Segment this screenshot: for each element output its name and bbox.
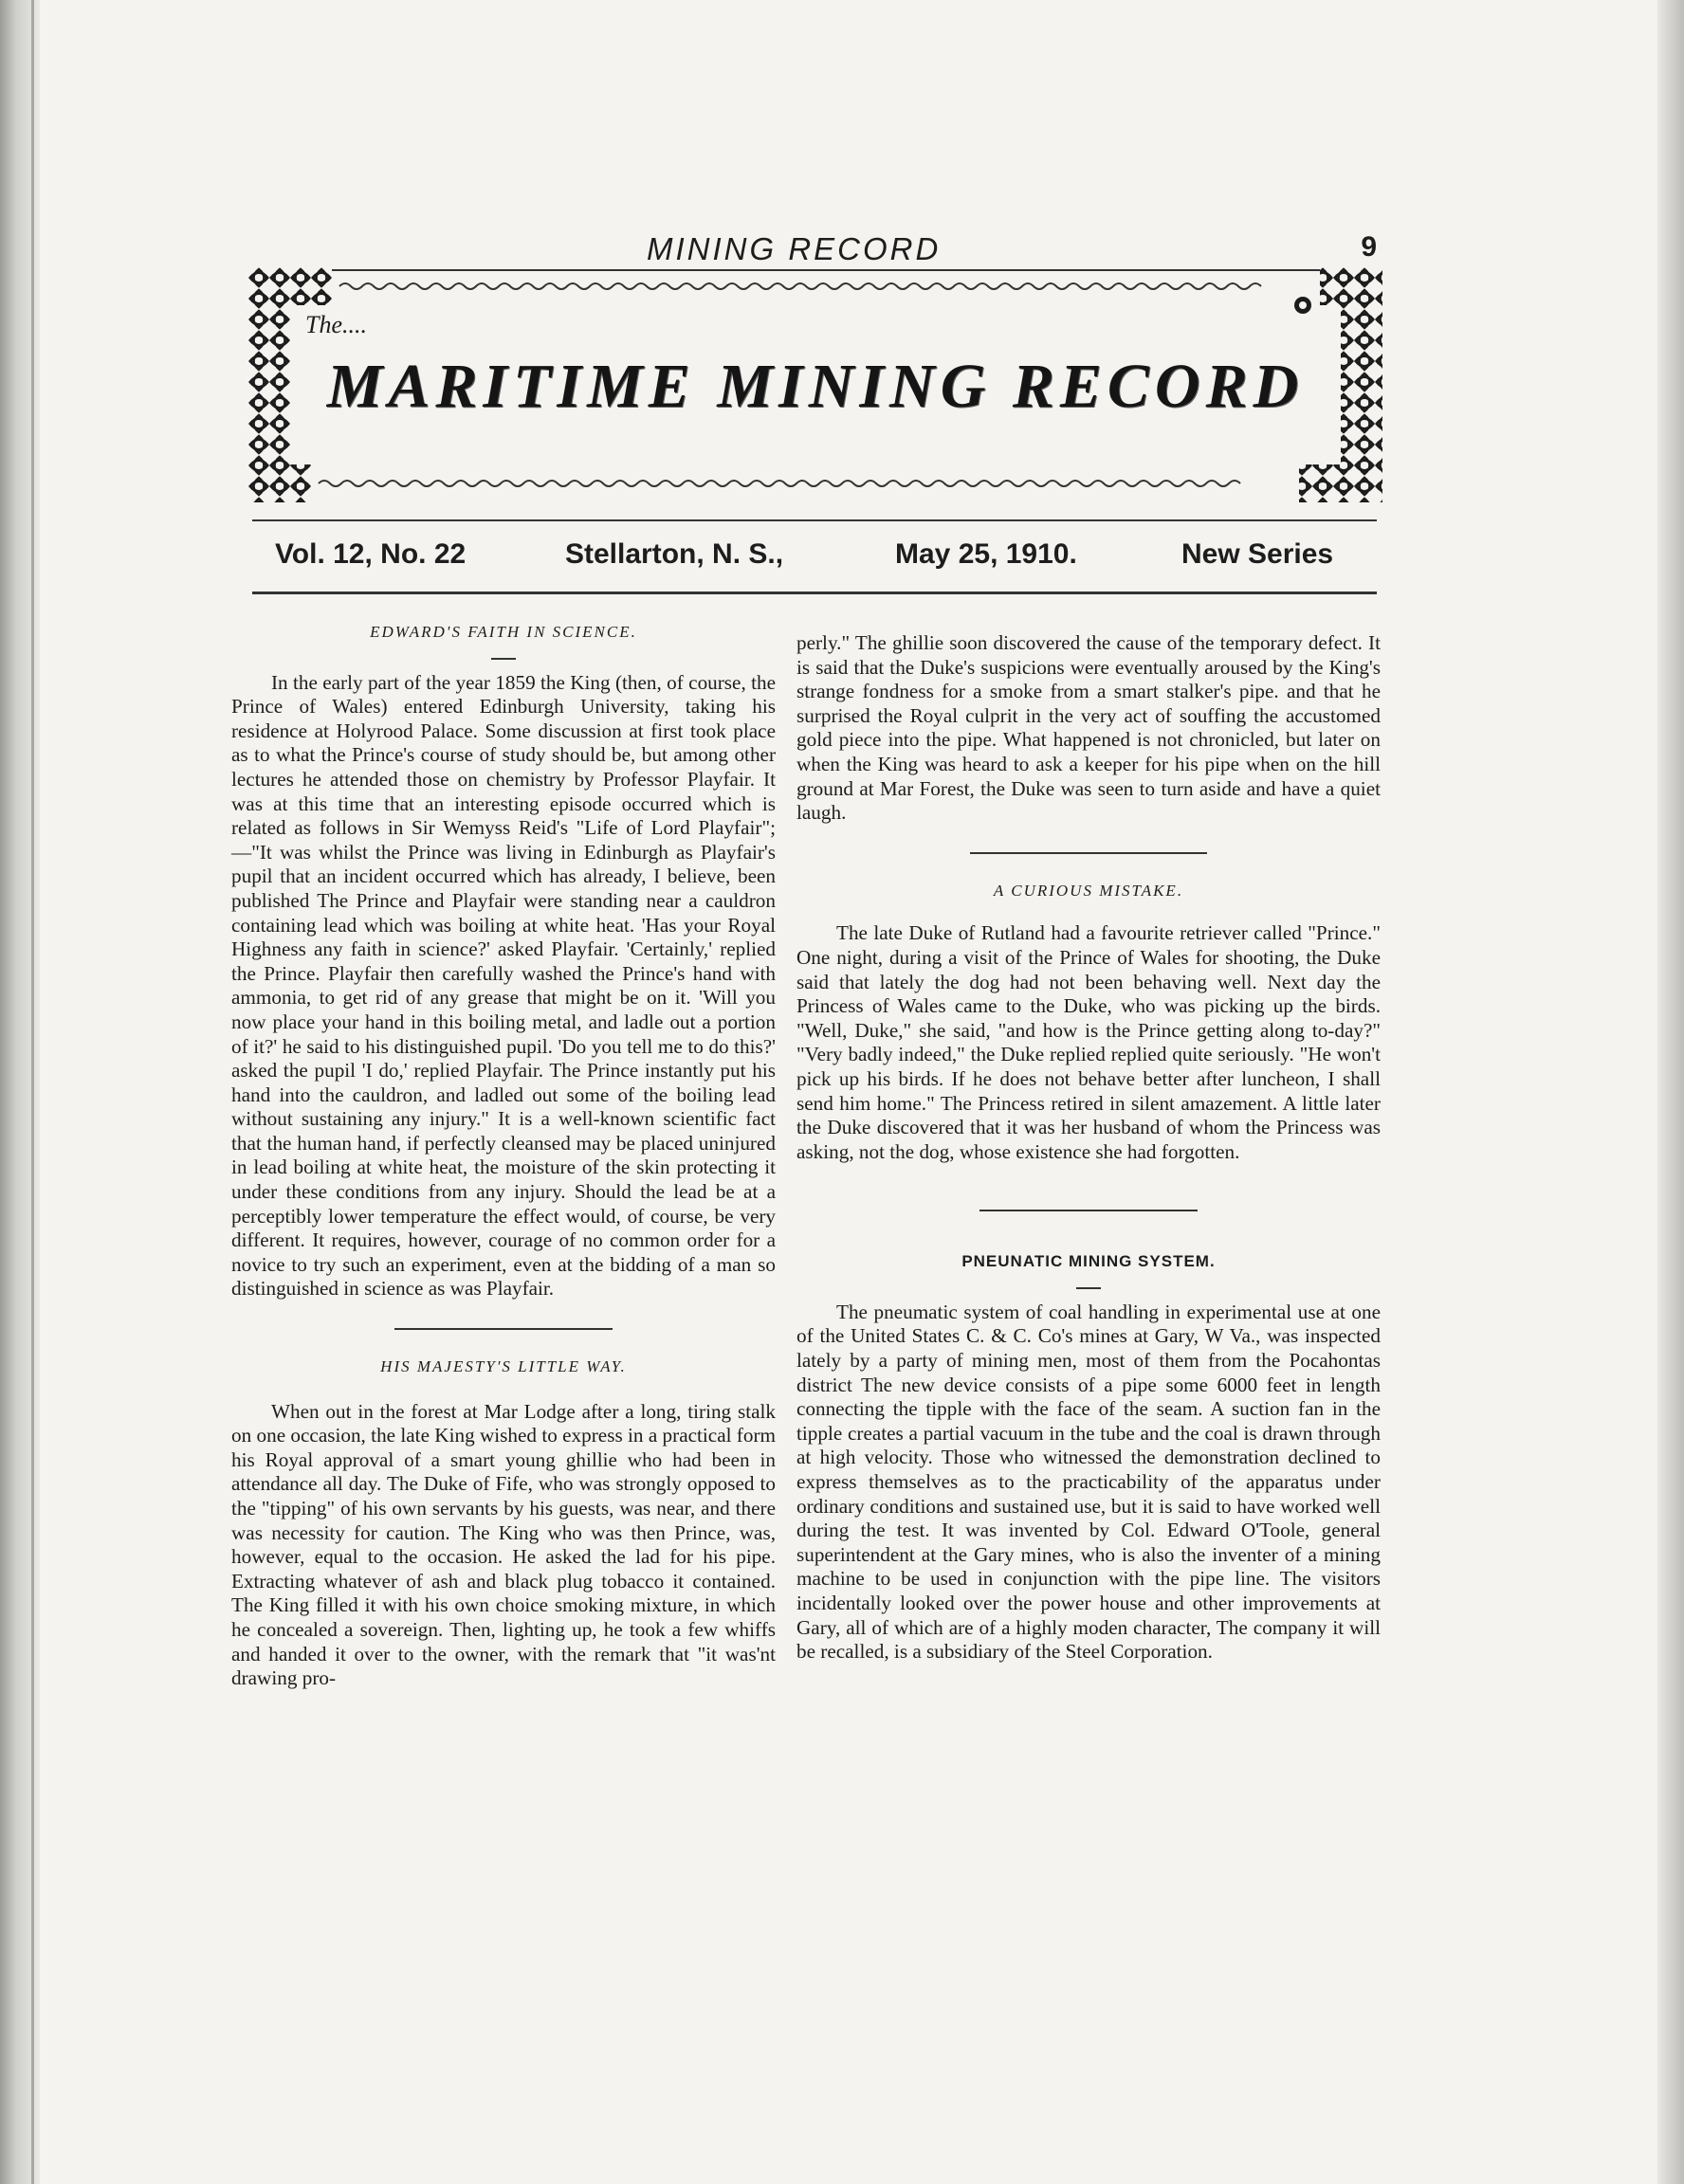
page-binding-edge [0,0,40,2184]
issue-place: Stellarton, N. S., [565,538,784,570]
article-body-pneumatic: The pneumatic system of coal handling in experimental use at one of the United States C. & C. Co's mines at Gary, W Va., was inspected lately by a party of mining men, most of them from the Pocahontas district The new device consists of a pipe some 6000 feet in length connecting the tipple with the face of the seam. A suction fan in the tipple creates a partial vacuum in the tube and the coal is drawn through at high velocity. Those who witnessed the demonstration declined to express themselves as to the practicability of the apparatus under ordinary conditions and sustained use, but it is said to have worked well during the test. It was invented by Col. Edward O'Toole, general superintendent at the Gary mines, who is also the inventer of a mining machine to be used in conjunction with the pipe line. The visitors incidentally looked over the power house and other improvements at Gary, all of which are of a highly moden character, The company it will be recalled, is a subsidiary of the Steel Corporation. [796,1300,1381,1664]
masthead-prefix: The.... [305,311,367,338]
section-divider [979,1210,1198,1211]
issue-date: May 25, 1910. [895,538,1077,570]
page-right-edge [1657,0,1684,2184]
section-divider [394,1328,613,1330]
section-divider [970,852,1207,854]
masthead-title: MARITIME MINING RECORD [326,352,1305,421]
article-title-faith: EDWARD'S FAITH IN SCIENCE. [370,623,637,641]
article-body-little-way: When out in the forest at Mar Lodge after a long, tiring stalk on one occasion, the late King wished to express in a practical form his Royal approval of a smart young ghillie who had been in attendance all day. The Duke of Fife, who was strongly opposed to the "tipping" of his own servants by his guests, was near, and there was necessity for caution. The King who was then Prince, was, however, equal to the occasion. He asked the lad for his pipe. Extracting whatever of ash and black plug tobacco it contained. The King filled it with his own choice smoking mixture, in which he concealed a sovereign. Then, lighting up, he took a few whiffs and handed it over to the owner, with the remark that "it was'nt drawing pro- [231,1399,776,1690]
left-column [231,620,776,1691]
issue-series: New Series [1181,538,1334,570]
title-dash [1076,1287,1101,1289]
article-body-little-way-continued: perly." The ghillie soon discovered the cause of the temporary defect. It is said that the Duke's suspicions were eventually aroused by the King's strange fondness for a smoke from a smart stalker's pipe. and that he surprised the Royal culprit in the very act of souffing the accustomed gold piece into the pipe. What happened is not chronicled, but later on when the King was heard to ask a keeper for his pipe when on the hill ground at Mar Forest, the Duke was seen to turn aside and have a quiet laugh. [796,631,1381,825]
running-header [252,231,1377,271]
issue-volume: Vol. 12, No. 22 [275,538,467,570]
article-body-faith: In the early part of the year 1859 the King (then, of course, the Prince of Wales) entered Edinburgh University, taking his residence at Holyrood Palace. Some discussion at first took place as to what the Prince's course of study should be, but among other lectures he attended those on chemistry by Professor Playfair. It was at this time that an interesting episode occurred which is related as follows in Sir Wemyss Reid's "Life of Lord Playfair";—"It was whilst the Prince was living in Edinburgh as Playfair's pupil that an incident occurred which has already, I believe, been published The Prince and Playfair were standing near a cauldron containing lead which was boiling at white heat. 'Has your Royal Highness any faith in science?' asked Playfair. 'Certainly,' replied the Prince. Playfair then carefully washed the Prince's hand with ammonia, to get rid of any grease that might be on it. 'Will you now place your hand in this boiling metal, and ladle out a portion of it?' he said to his distinguished pupil. 'Do you tell me to do this?' asked the pupil 'I do,' replied Playfair. The Prince instantly put his hand into the cauldron, and ladled out some of the boiling lead without sustaining any injury." It is a well-known scientific fact that the human hand, if perfectly cleansed may be placed uninjured in lead boiling at white heat, the moisture of the skin protecting it under these conditions from any injury. Should the lead be at a perceptibly lower temperature the effect would, of course, be very different. It requires, however, courage of no common order for a novice to try such an experiment, even at the bidding of a man so distinguished in science as was Playfair. [231,670,776,1301]
masthead [248,267,1382,502]
page-number: 9 [1361,231,1377,263]
issue-line [252,519,1377,594]
article-body-mistake: The late Duke of Rutland had a favourite retriever called "Prince." One night, during a visit of the Prince of Wales for shooting, the Duke said that lately the dog had not been behaving well. Next day the Princess of Wales came to the Duke, who was picking up the birds. "Well, Duke," she said, "and how is the Prince getting along to-day?" "Very badly indeed," the Duke replied replied quite seriously. "He won't pick up his birds. If he does not behave better after luncheon, I shall send him home." The Princess retired in silent amazement. A little later the Duke discovered that it was her husband of whom the Princess was asking, not the dog, whose existence she had forgotten. [796,921,1381,1163]
running-title: MINING RECORD [647,231,942,266]
title-dash [491,658,516,660]
article-title-little-way: HIS MAJESTY'S LITTLE WAY. [380,1357,627,1376]
right-column [796,631,1381,1665]
article-title-pneumatic: PNEUNATIC MINING SYSTEM. [961,1252,1216,1271]
article-title-mistake: A CURIOUS MISTAKE. [993,881,1184,900]
